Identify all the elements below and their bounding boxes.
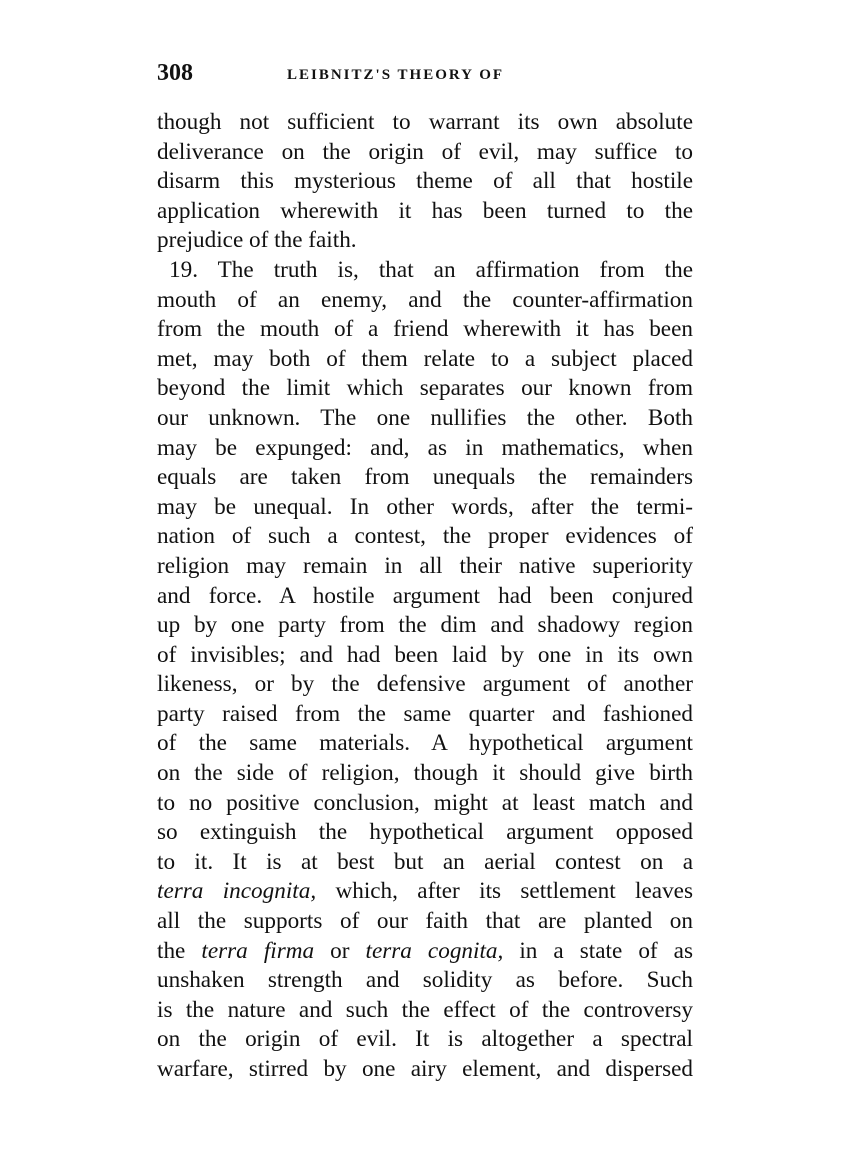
italic-phrase: terra incognita,: [157, 878, 317, 905]
text-line-italic: [157, 937, 693, 967]
text-line: to no positive conclusion, might at least match and: [157, 789, 693, 816]
text-line: unshaken strength and solidity as before. Such: [157, 967, 693, 994]
text-line: of the same materials. A hypothetical argument: [157, 730, 693, 757]
text-line: deliverance on the origin of evil, may suffice to: [157, 138, 693, 165]
text-line: party raised from the same quarter and fashioned: [157, 700, 693, 727]
text-line: likeness, or by the defensive argument of another: [157, 671, 693, 698]
book-page: [157, 55, 693, 1085]
text-line: to it. It is at best but an aerial contest on a: [157, 848, 693, 875]
text-line: disarm this mysterious theme of all that hostile: [157, 168, 693, 195]
paragraph-start-line: 19. The truth is, that an affirmation from the: [169, 256, 693, 283]
text-line-italic: [157, 877, 693, 907]
body-text: [157, 108, 693, 1085]
running-head: [157, 55, 693, 91]
text-line: on the side of religion, though it should give birth: [157, 760, 693, 787]
text-line: nation of such a contest, the proper evidences of: [157, 523, 693, 550]
text-line: religion may remain in all their native superiority: [157, 552, 693, 579]
text-line: application wherewith it has been turned to the: [157, 197, 693, 224]
text-line: from the mouth of a friend wherewith it has been: [157, 316, 693, 343]
text-run: which, after its settlement leaves: [316, 878, 693, 905]
text-line: all the supports of our faith that are planted on: [157, 908, 693, 935]
text-line: up by one party from the dim and shadowy region: [157, 612, 693, 639]
running-title: LEIBNITZ'S THEORY OF: [287, 67, 505, 83]
text-line: of invisibles; and had been laid by one in its own: [157, 641, 693, 668]
text-line: is the nature and such the effect of the controversy: [157, 996, 693, 1023]
italic-phrase: terra firma: [201, 937, 315, 964]
text-run: in a state of as: [503, 937, 693, 964]
text-line: met, may both of them relate to a subject placed: [157, 345, 693, 372]
page-number: 308: [157, 60, 193, 86]
text-run: or: [314, 937, 366, 964]
text-line: on the origin of evil. It is altogether a spectral: [157, 1026, 693, 1053]
text-line: beyond the limit which separates our known from: [157, 375, 693, 402]
italic-phrase: terra cognita,: [365, 937, 504, 964]
text-line: so extinguish the hypothetical argument opposed: [157, 819, 693, 846]
text-line: warfare, stirred by one airy element, and dispersed: [157, 1056, 693, 1082]
text-line: mouth of an enemy, and the counter-affirmation: [157, 286, 693, 313]
text-run: the: [157, 937, 202, 964]
text-line: and force. A hostile argument had been conjured: [157, 582, 693, 609]
text-line: may be expunged: and, as in mathematics, when: [157, 434, 693, 461]
text-line: may be unequal. In other words, after the termi-: [157, 493, 693, 520]
text-line: prejudice of the faith.: [157, 227, 357, 254]
text-line: our unknown. The one nullifies the other. Both: [157, 404, 693, 431]
text-line: equals are taken from unequals the remainders: [157, 464, 693, 491]
text-line: though not sufficient to warrant its own absolute: [157, 109, 693, 135]
